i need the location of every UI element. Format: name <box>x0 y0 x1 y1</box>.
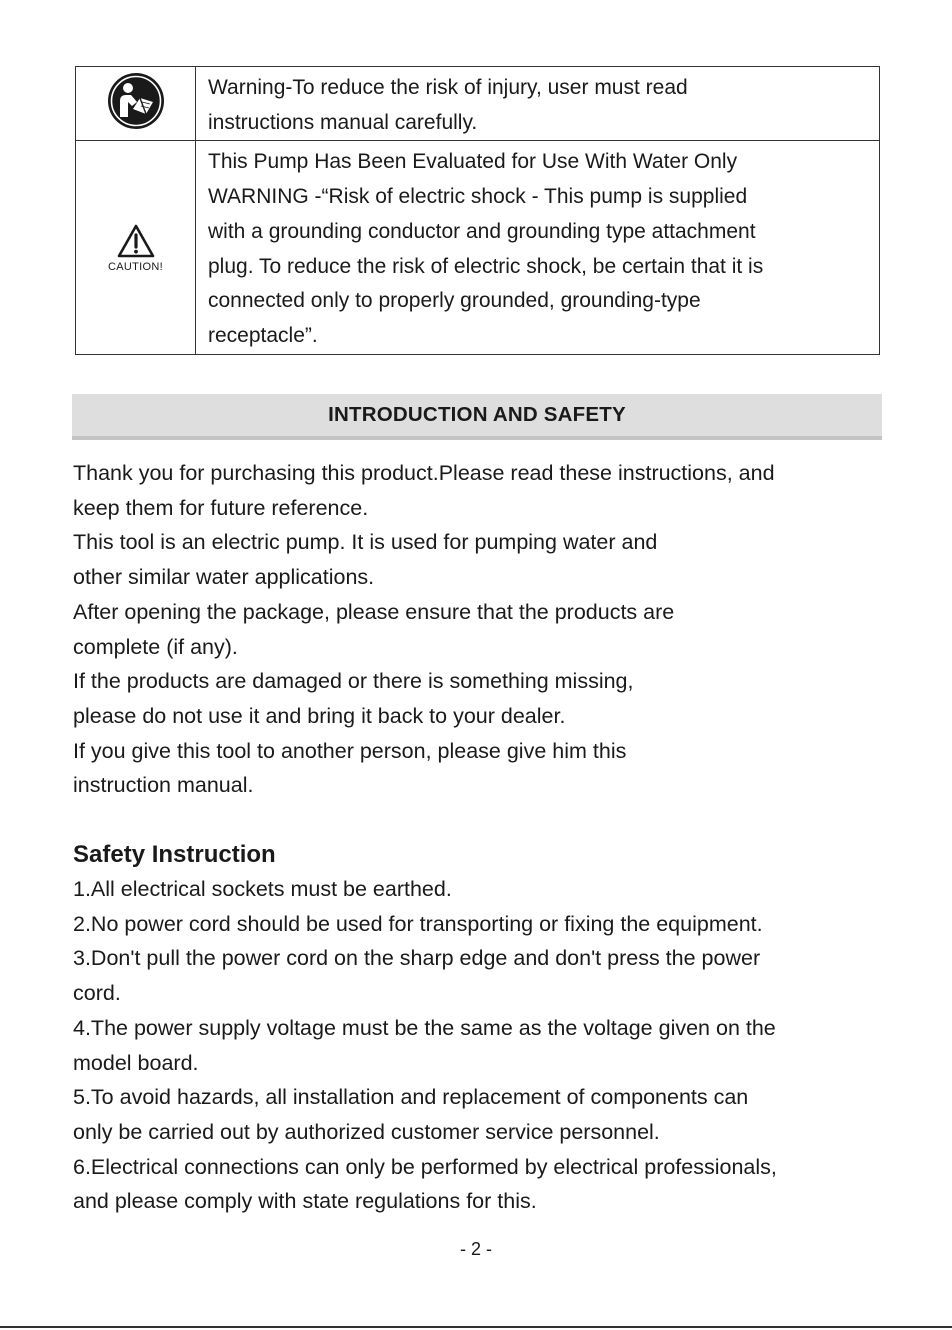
safety-line: cord. <box>73 981 121 1006</box>
safety-line: only be carried out by authorized customer service personnel. <box>73 1119 660 1144</box>
warning-line: Warning-To reduce the risk of injury, user must read <box>208 76 688 99</box>
caution-text-cell <box>196 141 880 354</box>
intro-line: keep them for future reference. <box>73 495 369 520</box>
warning-icon-cell <box>76 67 196 141</box>
warning-line: instructions manual carefully. <box>208 110 478 134</box>
intro-line: Thank you for purchasing this product.Please read these instructions, and <box>73 461 775 485</box>
intro-line: If you give this tool to another person, please give him this <box>73 738 627 763</box>
caution-label: CAUTION! <box>108 260 163 273</box>
warning-row-caution <box>76 141 880 354</box>
warning-text-cell <box>196 67 880 141</box>
read-manual-icon <box>106 71 166 131</box>
caution-symbol <box>77 223 194 273</box>
intro-line: complete (if any). <box>73 634 238 659</box>
intro-line: other similar water applications. <box>73 565 375 590</box>
caution-line: WARNING -“Risk of electric shock - This pump is supplied <box>208 185 748 209</box>
safety-line: and please comply with state regulations for this. <box>73 1189 537 1214</box>
intro-line: please do not use it and bring it back to your dealer. <box>73 703 566 728</box>
intro-line: instruction manual. <box>73 773 254 798</box>
intro-text <box>73 456 883 803</box>
safety-line: 1.All electrical sockets must be earthed. <box>73 877 452 901</box>
caution-line: receptacle”. <box>208 323 318 347</box>
caution-line: This Pump Has Been Evaluated for Use With Water Only <box>208 150 738 174</box>
section-header: INTRODUCTION AND SAFETY <box>72 394 882 440</box>
safety-line: 2.No power cord should be used for transporting or fixing the equipment. <box>73 911 763 936</box>
warning-triangle-icon <box>116 223 156 259</box>
caution-line: plug. To reduce the risk of electric shock, be certain that it is <box>208 254 764 278</box>
caution-icon-cell <box>76 141 196 354</box>
caution-line: with a grounding conductor and grounding type attachment <box>208 219 756 243</box>
page-number: - 2 - <box>459 1239 492 1259</box>
warning-table <box>75 66 880 355</box>
intro-line: If the products are damaged or there is something missing, <box>73 669 634 694</box>
bottom-divider <box>0 1326 952 1328</box>
safety-line: 5.To avoid hazards, all installation and replacement of components can <box>73 1085 749 1110</box>
safety-instructions <box>73 872 883 1219</box>
safety-line: 3.Don't pull the power cord on the sharp edge and don't press the power <box>73 946 761 971</box>
safety-line: model board. <box>73 1050 199 1075</box>
caution-line: connected only to properly grounded, grounding-type <box>208 289 701 313</box>
warning-row-read-manual <box>76 67 880 141</box>
safety-title: Safety Instruction <box>73 841 276 868</box>
intro-line: After opening the package, please ensure that the products are <box>73 599 675 624</box>
safety-line: 4.The power supply voltage must be the same as the voltage given on the <box>73 1015 776 1040</box>
intro-line: This tool is an electric pump. It is used for pumping water and <box>73 530 658 555</box>
safety-line: 6.Electrical connections can only be performed by electrical professionals, <box>73 1154 777 1179</box>
